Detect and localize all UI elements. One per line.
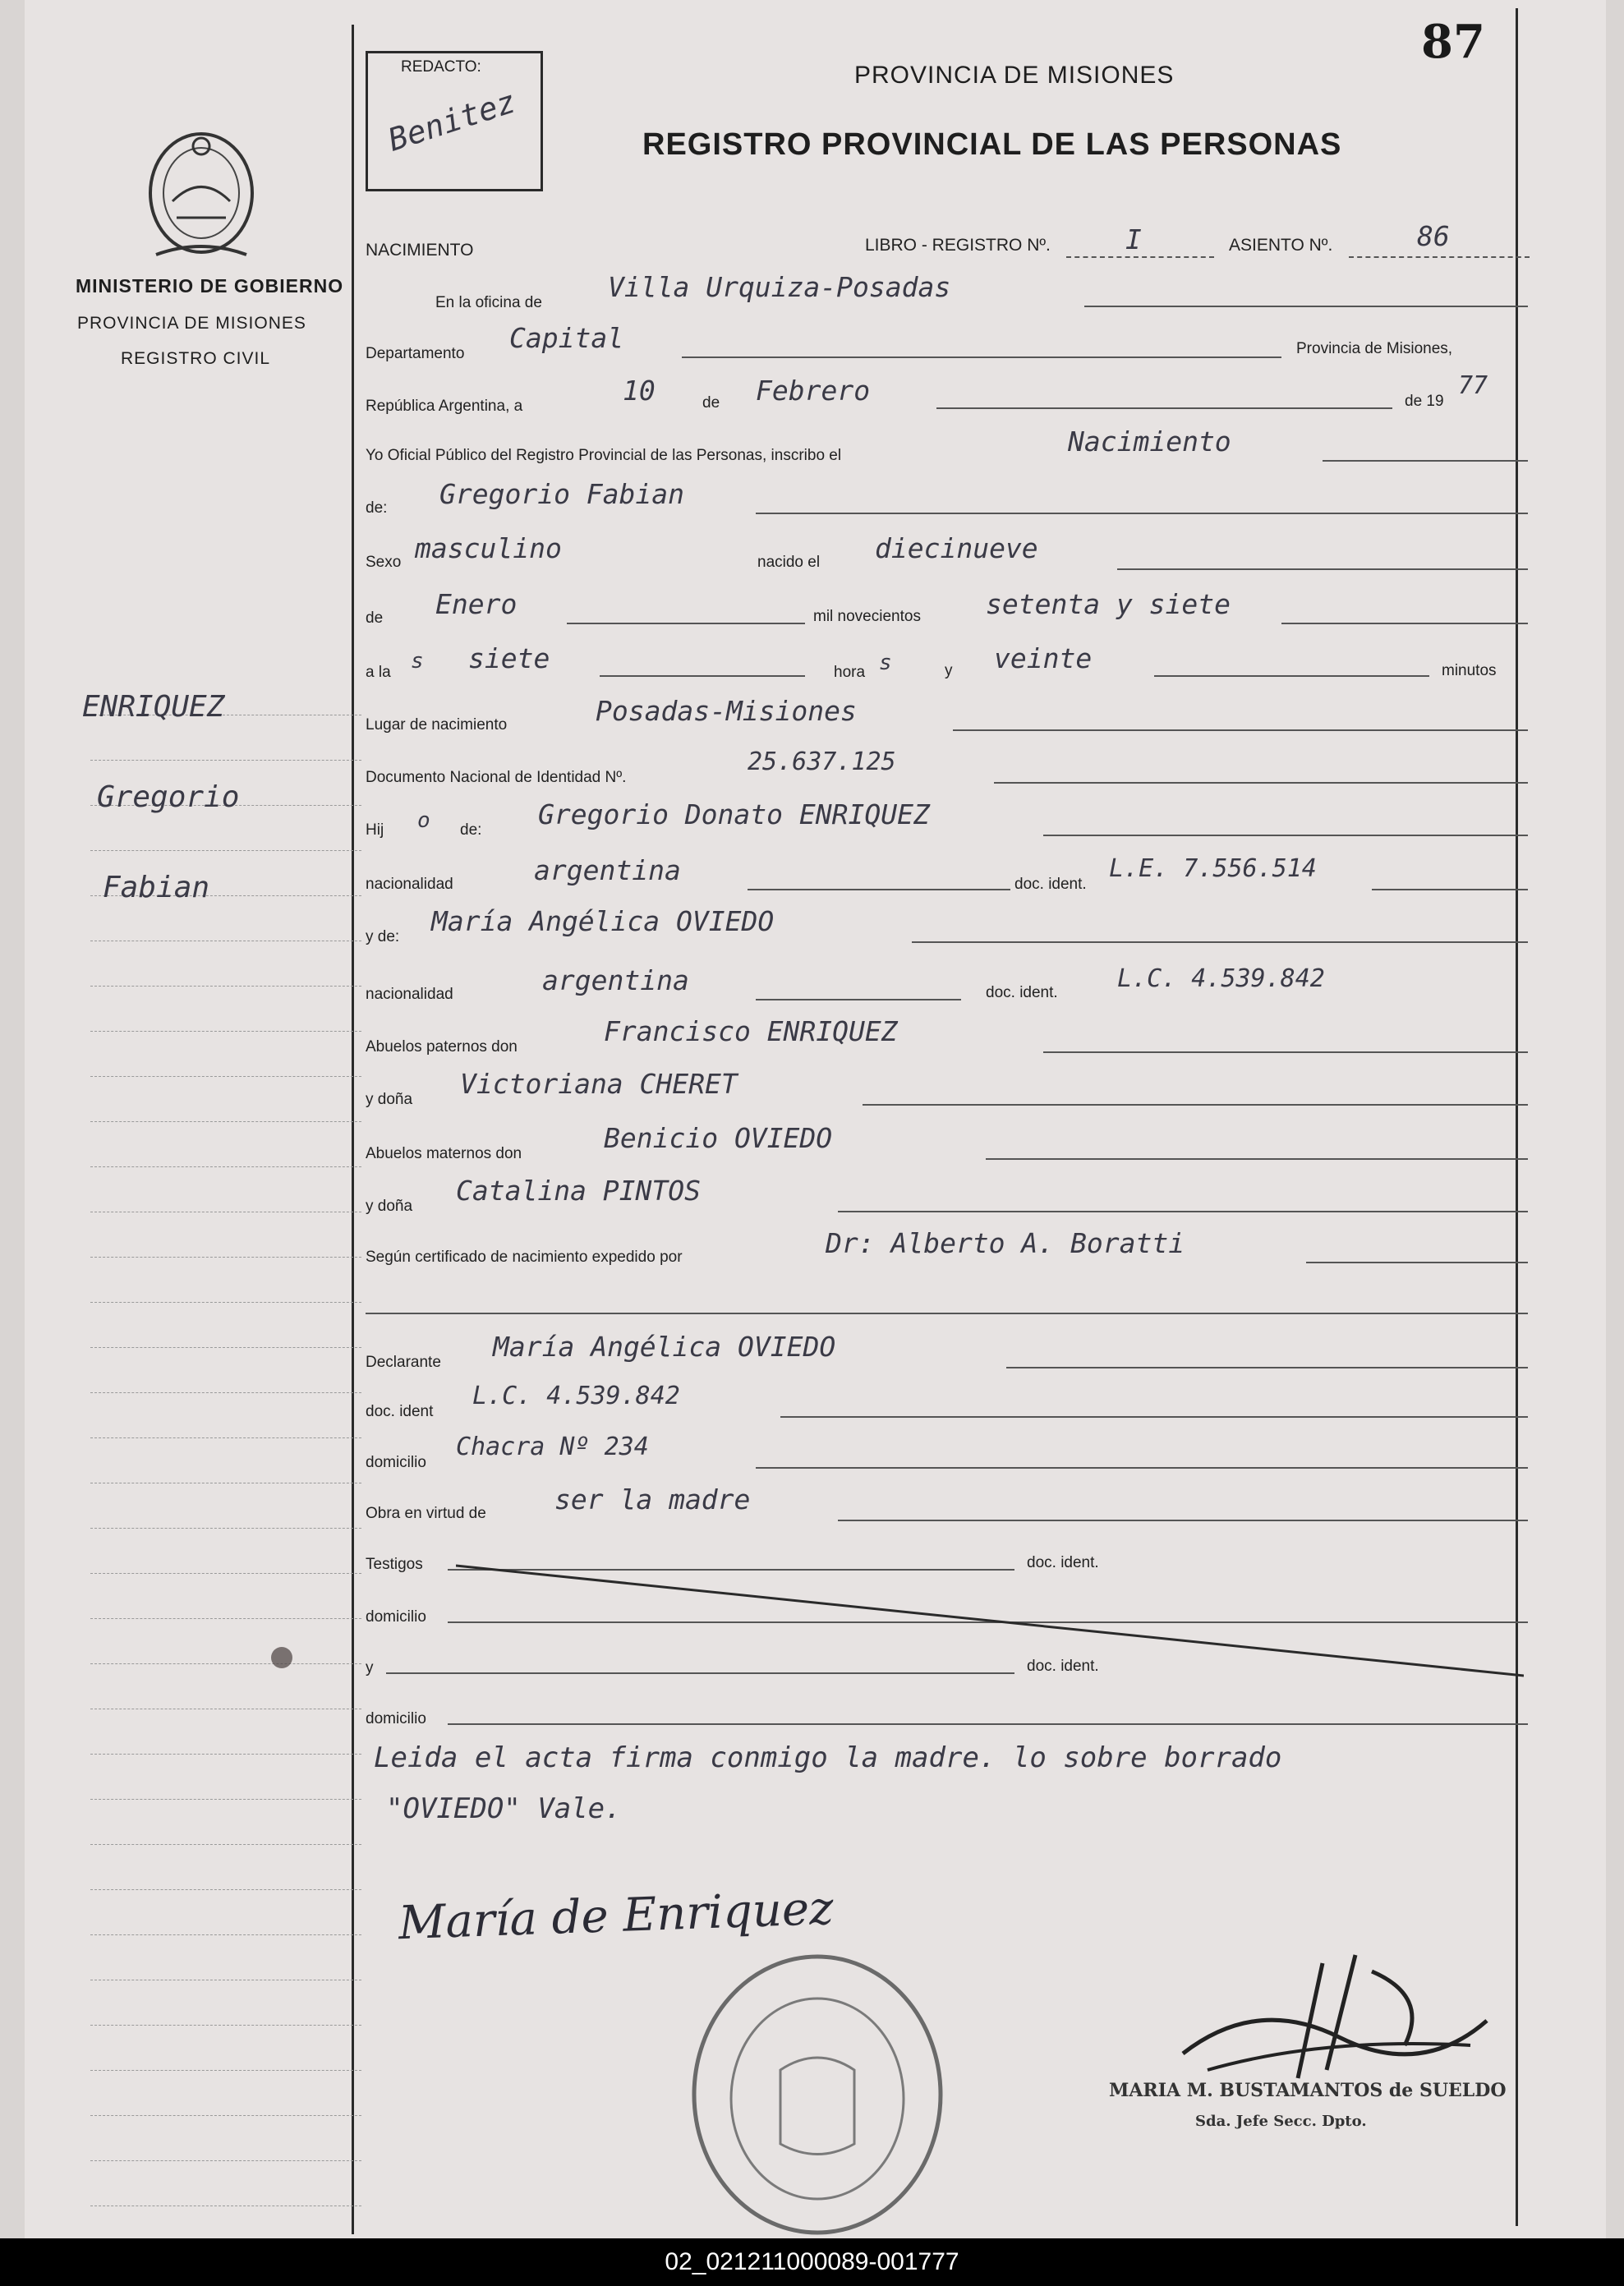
margin-line xyxy=(352,25,354,2234)
redacto-label: REDACTO: xyxy=(401,58,481,76)
ruled-line xyxy=(90,1076,361,1077)
de-month-label: de xyxy=(366,609,384,627)
ruled-line xyxy=(90,1437,361,1438)
lugar-label: Lugar de nacimiento xyxy=(366,716,508,734)
asiento-value: 86 xyxy=(1417,220,1450,252)
ruled-line xyxy=(90,1663,361,1664)
nacimiento-label: NACIMIENTO xyxy=(366,241,474,260)
libro-label: LIBRO - REGISTRO Nº. xyxy=(865,236,1051,255)
ruled-line xyxy=(90,2115,361,2116)
ruled-line xyxy=(90,1528,361,1529)
ministry-label: MINISTERIO DE GOBIERNO xyxy=(76,275,344,297)
name-value: Gregorio Fabian xyxy=(439,478,685,510)
ruled-line xyxy=(90,2070,361,2071)
official-title: Sda. Jefe Secc. Dpto. xyxy=(1195,2113,1367,2130)
hijo-label: Hij xyxy=(366,821,384,839)
header-title: REGISTRO PROVINCIAL DE LAS PERSONAS xyxy=(642,127,1342,162)
sexo-value: masculino xyxy=(415,532,562,564)
hora-suffix: s xyxy=(879,651,892,675)
abuela-pat-value: Victoriana CHERET xyxy=(460,1068,738,1100)
ruled-line xyxy=(90,1392,361,1393)
birth-month-value: Enero xyxy=(435,588,518,620)
abuelos-mat-label: Abuelos maternos don xyxy=(366,1145,522,1162)
testigos-doc-label: doc. ident. xyxy=(1027,1554,1099,1571)
oficial-label: Yo Oficial Público del Registro Provincial de las Personas, inscribo el xyxy=(366,447,842,464)
registry-seal-icon xyxy=(682,1939,953,2238)
acto-value: Nacimiento xyxy=(1068,425,1231,458)
domicilio-value: Chacra Nº 234 xyxy=(456,1433,649,1461)
minutes-value: veinte xyxy=(994,642,1093,674)
hijo-suffix: o xyxy=(417,808,430,833)
declarante-value: María Angélica OVIEDO xyxy=(493,1331,836,1363)
redacto-value: Benitez xyxy=(384,83,521,159)
margin-surname: ENRIQUEZ xyxy=(82,690,225,724)
father-doc-value: L.E. 7.556.514 xyxy=(1109,854,1317,883)
oficina-value: Villa Urquiza-Posadas xyxy=(608,271,951,303)
abuelo-pat-value: Francisco ENRIQUEZ xyxy=(604,1015,898,1047)
ruled-line xyxy=(90,1347,361,1348)
seal-text xyxy=(731,2218,765,2219)
obra-value: ser la madre xyxy=(554,1483,751,1516)
testigos-dom-label: domicilio xyxy=(366,1608,426,1626)
month-value: Febrero xyxy=(756,375,871,407)
testigos-dom2-label: domicilio xyxy=(366,1710,426,1727)
ruled-line xyxy=(90,1257,361,1258)
redacto-box xyxy=(366,51,543,191)
ruled-line xyxy=(90,2025,361,2026)
republica-label: República Argentina, a xyxy=(366,398,523,415)
year-value: 77 xyxy=(1458,371,1488,400)
doc-ident-label: doc. ident. xyxy=(1014,876,1087,893)
oficina-label: En la oficina de xyxy=(435,294,542,311)
image-caption: 02_021211000089-001777 xyxy=(0,2238,1624,2286)
ruled-line xyxy=(90,1031,361,1032)
ruled-line xyxy=(90,1166,361,1167)
ydona2-label: y doña xyxy=(366,1198,413,1215)
page-number: 87 xyxy=(1421,15,1485,69)
hijo-de-label: de: xyxy=(460,821,482,839)
ruled-line xyxy=(90,1302,361,1303)
hora-label: hora xyxy=(834,664,866,681)
document-page xyxy=(25,0,1606,2238)
note-line-2: "OVIEDO" Vale. xyxy=(386,1792,622,1825)
ydona-label: y doña xyxy=(366,1091,413,1108)
abuelos-pat-label: Abuelos paternos don xyxy=(366,1038,518,1056)
margin-name-2: Fabian xyxy=(103,871,210,904)
official-signature-icon xyxy=(1158,1947,1503,2095)
libro-value: I xyxy=(1125,223,1142,255)
departamento-value: Capital xyxy=(509,322,624,354)
father-value: Gregorio Donato ENRIQUEZ xyxy=(538,798,930,830)
hour-value: siete xyxy=(468,642,550,674)
decl-doc-label: doc. ident xyxy=(366,1403,434,1420)
ruled-line xyxy=(90,1754,361,1755)
mil-label: mil novecientos xyxy=(813,608,921,625)
de-year-label: de 19 xyxy=(1405,393,1444,410)
dni-value: 25.637.125 xyxy=(748,747,896,776)
ruled-line xyxy=(90,1934,361,1935)
ruled-line xyxy=(90,850,361,851)
strike-line xyxy=(456,1561,1524,1684)
header-province: PROVINCIA DE MISIONES xyxy=(854,62,1175,89)
mother-nat-value: argentina xyxy=(542,964,689,996)
ruled-line xyxy=(90,1889,361,1890)
segun-value: Dr: Alberto A. Boratti xyxy=(826,1227,1185,1259)
margin-name-1: Gregorio xyxy=(97,780,240,814)
nacionalidad2-label: nacionalidad xyxy=(366,986,453,1003)
minutos-label: minutos xyxy=(1442,662,1497,679)
right-edge-line xyxy=(1516,8,1518,2226)
decl-doc-value: L.C. 4.539.842 xyxy=(472,1382,680,1410)
nacido-label: nacido el xyxy=(757,554,821,571)
ink-stain xyxy=(271,1647,292,1668)
domicilio-label: domicilio xyxy=(366,1454,426,1471)
nacido-value: diecinueve xyxy=(875,532,1038,564)
mother-doc-value: L.C. 4.539.842 xyxy=(1117,964,1325,993)
testigos-label: Testigos xyxy=(366,1556,423,1573)
ruled-line xyxy=(90,1121,361,1122)
declarante-label: Declarante xyxy=(366,1354,441,1371)
doc-ident2-label: doc. ident. xyxy=(986,984,1058,1001)
alas-label: a la xyxy=(366,664,391,681)
dni-label: Documento Nacional de Identidad Nº. xyxy=(366,769,627,786)
de-name-label: de: xyxy=(366,499,388,517)
coat-of-arms-icon xyxy=(140,123,263,267)
yde-label: y de: xyxy=(366,928,400,945)
father-nat-value: argentina xyxy=(534,854,681,886)
de-label: de xyxy=(702,394,720,412)
ruled-line xyxy=(90,1573,361,1574)
ruled-line xyxy=(90,1618,361,1619)
departamento-label: Departamento xyxy=(366,345,465,362)
testigos-doc2-label: doc. ident. xyxy=(1027,1658,1099,1675)
lugar-value: Posadas-Misiones xyxy=(596,695,857,727)
mother-signature: María de Enriquez xyxy=(398,1881,835,1951)
day-value: 10 xyxy=(623,375,656,407)
ruled-line xyxy=(90,1844,361,1845)
y-label: y xyxy=(945,662,953,679)
note-line-1: Leida el acta firma conmigo la madre. lo sobre borrado xyxy=(374,1741,1282,1774)
y2-label: y xyxy=(366,1659,374,1677)
ruled-line xyxy=(90,1799,361,1800)
nacionalidad-label: nacionalidad xyxy=(366,876,453,893)
segun-label: Según certificado de nacimiento expedido por xyxy=(366,1249,683,1266)
asiento-label: ASIENTO Nº. xyxy=(1229,236,1333,255)
abuela-mat-value: Catalina PINTOS xyxy=(456,1175,702,1207)
official-name: MARIA M. BUSTAMANTOS de SUELDO xyxy=(1109,2080,1507,2101)
civil-registry-label: REGISTRO CIVIL xyxy=(121,349,271,368)
mil-value: setenta y siete xyxy=(986,588,1231,620)
ruled-line xyxy=(90,2160,361,2161)
abuelo-mat-value: Benicio OVIEDO xyxy=(604,1122,833,1154)
ruled-line xyxy=(90,760,361,761)
mother-value: María Angélica OVIEDO xyxy=(431,905,775,937)
provincia-label: Provincia de Misiones, xyxy=(1296,340,1453,357)
obra-label: Obra en virtud de xyxy=(366,1505,486,1522)
province-label: PROVINCIA DE MISIONES xyxy=(77,314,306,333)
alas-suffix: s xyxy=(411,649,424,674)
sexo-label: Sexo xyxy=(366,554,402,571)
ruled-line xyxy=(90,986,361,987)
